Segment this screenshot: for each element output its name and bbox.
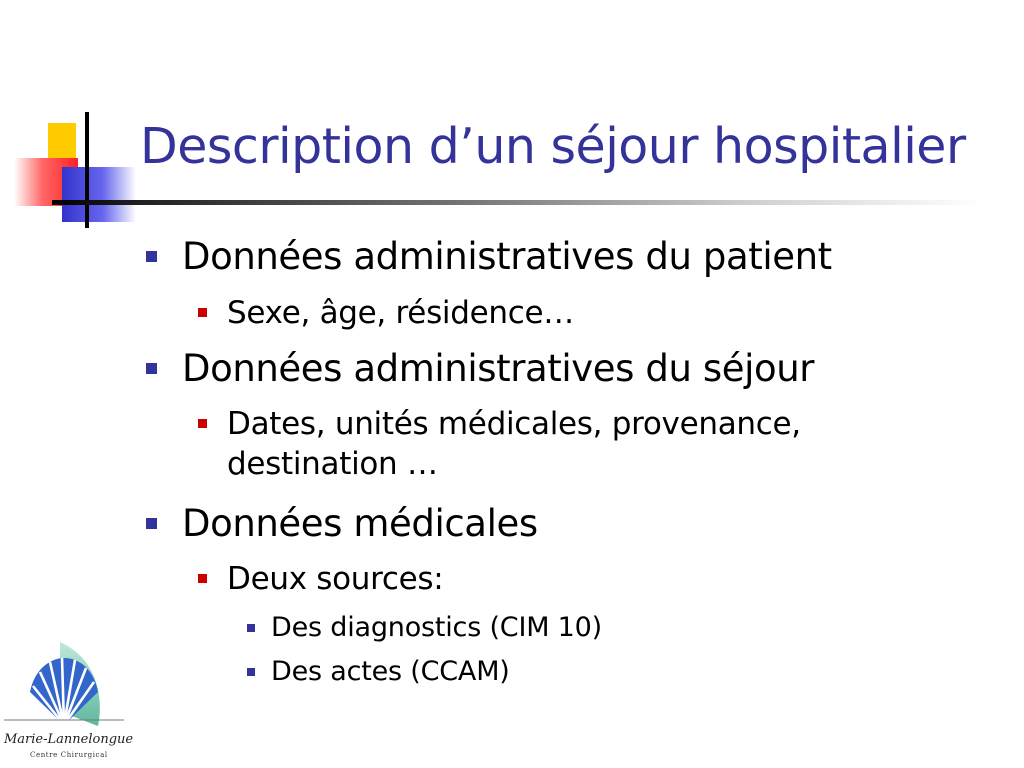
sub-bullet-item bbox=[227, 561, 443, 597]
sub-bullet-continuation bbox=[227, 446, 438, 482]
bullet-item bbox=[182, 235, 832, 278]
hospital-logo bbox=[0, 630, 140, 768]
bullet-item bbox=[182, 502, 538, 545]
bullet-item bbox=[182, 347, 814, 390]
bullet-text: Sexe, âge, résidence… bbox=[227, 295, 574, 331]
sub-sub-bullet-item bbox=[271, 656, 510, 687]
bullet-text: Données administratives du séjour bbox=[182, 347, 815, 390]
sub-bullet-item bbox=[227, 406, 801, 442]
bullet-text: Deux sources: bbox=[227, 561, 444, 597]
bullet-marker bbox=[146, 518, 157, 529]
bullet-text: Données médicales bbox=[182, 502, 538, 545]
bullet-marker bbox=[146, 363, 157, 374]
bullet-text: destination … bbox=[227, 446, 438, 482]
slide-title: Description d’un séjour hospitalier bbox=[140, 118, 966, 175]
bullet-text: Données administratives du patient bbox=[182, 235, 832, 278]
sub-bullet-item bbox=[227, 295, 574, 331]
bullet-marker bbox=[247, 624, 255, 632]
sub-sub-bullet-item bbox=[271, 612, 602, 643]
logo-name: Marie-Lannelongue bbox=[4, 732, 134, 747]
bullet-text: Des diagnostics (CIM 10) bbox=[271, 612, 602, 643]
bullet-marker bbox=[198, 574, 207, 583]
bullet-marker bbox=[247, 668, 255, 676]
bullet-text: Dates, unités médicales, provenance, bbox=[227, 406, 801, 442]
logo-subtitle: Centre Chirurgical bbox=[30, 751, 108, 759]
bullet-marker bbox=[146, 251, 157, 262]
bullet-marker bbox=[198, 419, 207, 428]
bullet-marker bbox=[198, 308, 207, 317]
bullet-text: Des actes (CCAM) bbox=[271, 656, 510, 687]
